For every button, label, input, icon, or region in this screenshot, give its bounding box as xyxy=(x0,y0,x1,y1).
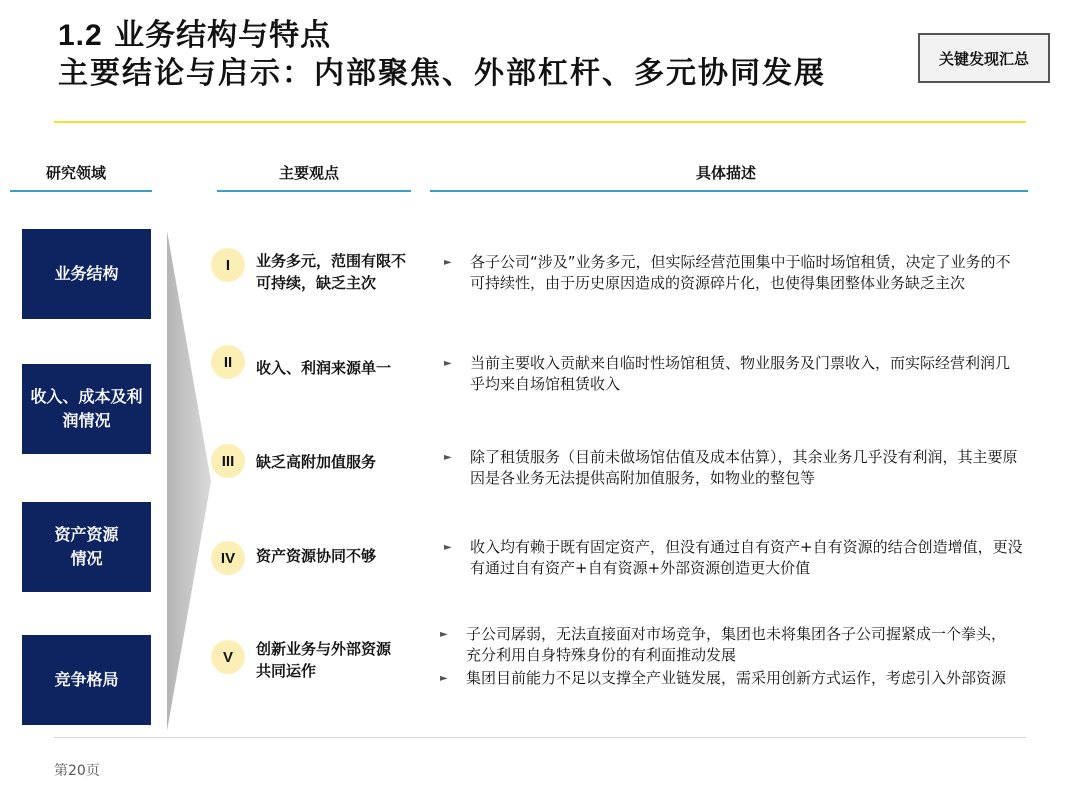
footer-divider xyxy=(54,737,1026,738)
description-item xyxy=(444,447,1024,489)
page-number: 第20页 xyxy=(54,763,100,779)
description-text: 子公司孱弱，无法直接面对市场竞争，集团也未将集团各子公司握紧成一个拳头，充分利用自身特殊身份的有利面推动发展 xyxy=(466,625,1007,664)
point-view: 资产资源协同不够 xyxy=(256,547,377,565)
section-number: 1.2 xyxy=(58,19,103,52)
bullet-arrow-icon: ► xyxy=(444,542,452,553)
point-description xyxy=(444,537,1024,581)
point-number-badge: I xyxy=(211,248,245,282)
description-text: 各子公司“涉及”业务多元，但实际经营范围集中于临时场馆租赁，决定了业务的不可持续性，由于历史原因造成的资源碎片化，也使得集团整体业务缺乏主次 xyxy=(470,253,1011,292)
description-item xyxy=(444,353,1024,395)
category-revenue-cost-profit: 收入、成本及利润情况 xyxy=(22,364,151,454)
column-underline-view xyxy=(217,190,411,192)
point-description xyxy=(444,447,1024,491)
column-header-desc: 具体描述 xyxy=(696,164,757,182)
description-item xyxy=(444,537,1024,579)
column-header-view: 主要观点 xyxy=(279,164,340,182)
point-number-badge: V xyxy=(211,640,245,674)
bullet-arrow-icon: ► xyxy=(444,452,452,463)
section-title: 业务结构与特点 xyxy=(114,18,332,53)
description-item xyxy=(444,252,1024,294)
description-item xyxy=(440,624,1020,666)
description-text: 收入均有赖于既有固定资产，但没有通过自有资产+自有资源的结合创造增值，更没有通过自有资产+自有资源+外部资源创造更大价值 xyxy=(470,538,1023,577)
category-assets-resources: 资产资源情况 xyxy=(22,502,151,592)
key-findings-badge: 关键发现汇总 xyxy=(918,33,1050,83)
bullet-arrow-icon: ► xyxy=(444,358,452,369)
point-description xyxy=(444,353,1024,397)
column-underline-area xyxy=(10,190,152,192)
description-text: 当前主要收入贡献来自临时性场馆租赁、物业服务及门票收入，而实际经营利润几乎均来自场馆租赁收入 xyxy=(470,354,1011,393)
description-text: 集团目前能力不足以支撑全产业链发展，需采用创新方式运作，考虑引入外部资源 xyxy=(466,669,1007,687)
bullet-arrow-icon: ► xyxy=(440,629,448,640)
point-description xyxy=(444,252,1024,296)
page-subtitle: 主要结论与启示：内部聚焦、外部杠杆、多元协同发展 xyxy=(58,56,826,91)
point-description xyxy=(440,624,1020,691)
column-header-area: 研究领域 xyxy=(46,164,107,182)
point-view: 收入、利润来源单一 xyxy=(256,359,392,377)
point-view: 创新业务与外部资源共同运作 xyxy=(256,640,392,680)
chevron-arrow-icon xyxy=(167,231,213,731)
point-view: 业务多元，范围有限不可持续，缺乏主次 xyxy=(256,252,407,292)
bullet-arrow-icon: ► xyxy=(444,257,452,268)
point-number-badge: IV xyxy=(211,541,245,575)
point-view: 缺乏高附加值服务 xyxy=(256,453,377,471)
description-text: 除了租赁服务（目前未做场馆估值及成本估算），其余业务几乎没有利润，其主要原因是各业务无法提供高附加值服务，如物业的整包等 xyxy=(470,448,1018,487)
bullet-arrow-icon: ► xyxy=(440,673,448,684)
description-item xyxy=(440,668,1020,689)
category-competition: 竞争格局 xyxy=(22,635,151,725)
point-number-badge: III xyxy=(211,444,245,478)
column-underline-desc xyxy=(430,190,1028,192)
point-number-badge: II xyxy=(211,345,245,379)
title-divider xyxy=(54,121,1026,123)
category-business-structure: 业务结构 xyxy=(22,229,151,319)
